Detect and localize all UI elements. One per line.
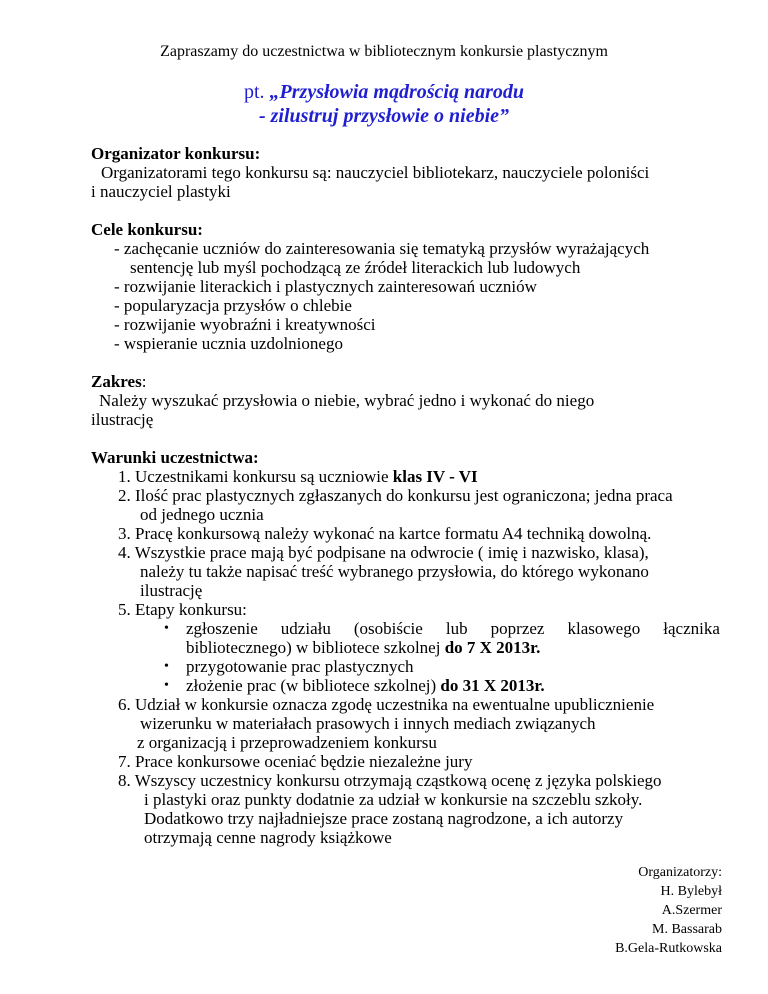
- condition-3: 3. Pracę konkursową należy wykonać na kartce formatu A4 techniką dowolną.: [118, 524, 652, 543]
- goal-item: - zachęcanie uczniów do zainteresowania się tematyką przysłów wyrażających: [114, 239, 650, 258]
- condition-1: [118, 467, 478, 487]
- scope-colon: :: [141, 372, 147, 391]
- condition-7: 7. Prace konkursowe oceniać będzie niezależne jury: [118, 752, 473, 771]
- goal-item: - rozwijanie literackich i plastycznych zainteresowań uczniów: [114, 277, 537, 296]
- stage-1-word: lub: [445, 619, 468, 638]
- conditions-heading: Warunki uczestnictwa:: [91, 448, 259, 467]
- stage-1-deadline: do 7 X 2013r.: [444, 638, 541, 657]
- condition-6-line3: z organizacją i przeprowadzeniem konkursu: [137, 733, 437, 752]
- stage-3-deadline: do 31 X 2013r.: [440, 676, 545, 695]
- bullet-icon: •: [164, 621, 169, 636]
- condition-1-classes: klas IV - VI: [392, 467, 478, 486]
- signature-label: Organizatorzy:: [638, 865, 722, 880]
- organizer-text-1: Organizatorami tego konkursu są: nauczyciel bibliotekarz, nauczyciele poloniści: [101, 163, 650, 182]
- condition-8-line1: 8. Wszyscy uczestnicy konkursu otrzymają cząstkową ocenę z języka polskiego: [118, 771, 662, 790]
- signature-name: B.Gela-Rutkowska: [615, 941, 722, 956]
- stage-1-line1: [186, 619, 720, 639]
- goals-heading: Cele konkursu:: [91, 220, 203, 239]
- condition-4-line2: należy tu także napisać treść wybranego przysłowia, do którego wykonano: [140, 562, 649, 581]
- scope-text-1: Należy wyszukać przysłowia o niebie, wybrać jedno i wykonać do niego: [99, 391, 595, 410]
- title-text-1: „Przysłowia mądrością narodu: [269, 81, 525, 103]
- organizer-text-2: i nauczyciel plastyki: [91, 182, 231, 201]
- stage-2: przygotowanie prac plastycznych: [186, 657, 414, 676]
- stage-1-word: zgłoszenie: [186, 619, 258, 638]
- goal-item: - rozwijanie wyobraźni i kreatywności: [114, 315, 376, 334]
- condition-6-line1: 6. Udział w konkursie oznacza zgodę uczestnika na ewentualne upublicznienie: [118, 695, 655, 714]
- stage-1-word: klasowego: [567, 619, 641, 638]
- stage-1-word: udziału: [280, 619, 331, 638]
- condition-2-line1: 2. Ilość prac plastycznych zgłaszanych do konkursu jest ograniczona; jedna praca: [118, 486, 673, 505]
- stage-1-word: łącznika: [663, 619, 720, 638]
- contest-title-line1: [0, 80, 768, 104]
- stage-1-line2: [186, 638, 540, 658]
- contest-title-line2: - zilustruj przysłowie o niebie”: [258, 105, 510, 127]
- condition-6-line2: wizerunku w materiałach prasowych i innych mediach związanych: [140, 714, 596, 733]
- condition-5: 5. Etapy konkursu:: [118, 600, 247, 619]
- signature-name: H. Bylebył: [660, 884, 722, 899]
- stage-3-text: złożenie prac (w bibliotece szkolnej): [186, 676, 441, 695]
- organizer-heading: Organizator konkursu:: [91, 144, 261, 163]
- stage-3: [186, 676, 545, 696]
- condition-8-line2: i plastyki oraz punkty dodatnie za udział w konkursie na szczeblu szkoły.: [144, 790, 643, 809]
- condition-1-text: 1. Uczestnikami konkursu są uczniowie: [118, 467, 393, 486]
- stage-1-word: (osobiście: [353, 619, 423, 638]
- stage-1-text: bibliotecznego) w bibliotece szkolnej: [186, 638, 445, 657]
- signature-name: M. Bassarab: [652, 922, 722, 937]
- goal-item: sentencję lub myśl pochodzącą ze źródeł literackich lub ludowych: [130, 258, 581, 277]
- bullet-icon: •: [164, 678, 169, 693]
- condition-2-line2: od jednego ucznia: [140, 505, 264, 524]
- scope-heading-line: [91, 372, 146, 392]
- scope-heading: Zakres: [91, 372, 142, 391]
- stage-1-word: poprzez: [490, 619, 545, 638]
- goal-item: - wspieranie ucznia uzdolnionego: [114, 334, 343, 353]
- title-prefix: pt.: [243, 81, 270, 103]
- signature-name: A.Szermer: [661, 903, 722, 918]
- condition-4-line3: ilustrację: [140, 581, 203, 600]
- bullet-icon: •: [164, 659, 169, 674]
- scope-text-2: ilustrację: [91, 410, 154, 429]
- intro-text: Zapraszamy do uczestnictwa w bibliotecznym konkursie plastycznym: [160, 43, 608, 60]
- goal-item: - popularyzacja przysłów o chlebie: [114, 296, 352, 315]
- condition-8-line3: Dodatkowo trzy najładniejsze prace zostaną nagrodzone, a ich autorzy: [144, 809, 624, 828]
- condition-8-line4: otrzymają cenne nagrody książkowe: [144, 828, 392, 847]
- condition-4-line1: 4. Wszystkie prace mają być podpisane na odwrocie ( imię i nazwisko, klasa),: [118, 543, 649, 562]
